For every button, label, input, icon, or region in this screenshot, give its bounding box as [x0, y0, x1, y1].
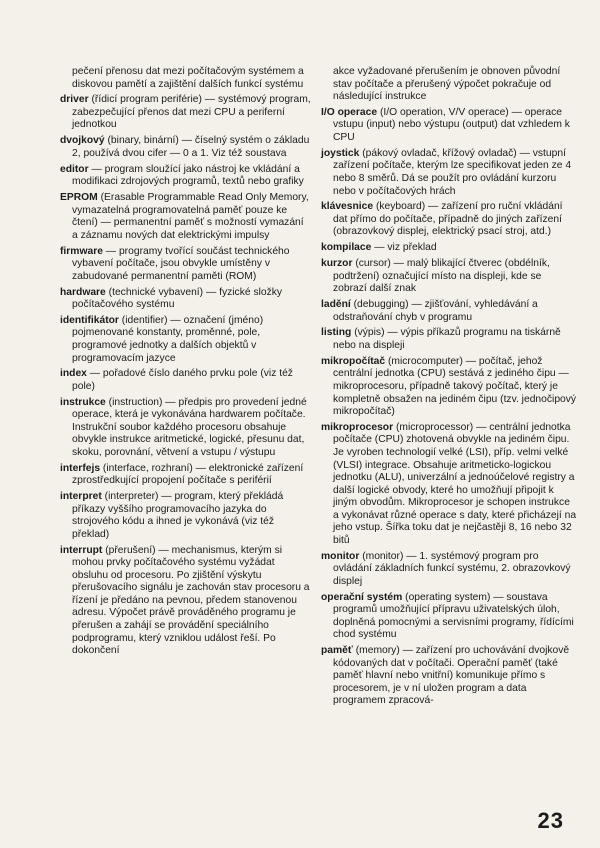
entry-term: mikropočítač	[321, 355, 386, 367]
entry-term: mikroprocesor	[321, 421, 394, 433]
entry-term: interpret	[60, 491, 102, 503]
entry-term: driver	[60, 94, 89, 106]
glossary-entry	[321, 356, 577, 419]
page-number: 23	[537, 808, 564, 833]
entry-text: (monitor) — 1. systémový program pro ovládání základních funkcí systému, 2. obrazovkový displej	[333, 550, 571, 587]
entry-term: EPROM	[60, 192, 98, 204]
entry-term: monitor	[321, 550, 360, 562]
entry-text: akce vyžadované přerušením je obnoven původní stav počítače a přerušený výpočet pokračuje od následující instrukce	[333, 66, 561, 103]
entry-term: ladění	[321, 299, 351, 311]
entry-term: I/O operace	[321, 106, 378, 118]
left-column	[60, 66, 312, 661]
glossary-entry	[60, 397, 312, 460]
entry-text: (interface, rozhraní) — elektronické zařízení zprostředkující propojení počítače s periférií	[72, 462, 304, 487]
entry-term: kompilace	[321, 242, 372, 254]
glossary-entry	[60, 66, 312, 91]
entry-term: editor	[60, 163, 89, 175]
glossary-entry	[321, 107, 577, 145]
glossary-entry	[321, 327, 577, 352]
glossary-entry	[321, 422, 577, 547]
entry-text: (memory) — zařízení pro uchovávání dvojkově kódovaných dat v počítači. Operační paměť (také paměť hlavní nebo vnitřní) komunikuje přímo s procesorem, je v ní uložen program a data programem zpracová-	[333, 645, 570, 707]
entry-text: (pákový ovladač, křížový ovladač) — vstupní zařízení počítače, kterým lze specifikovat jeden ze 4 nebo 8 směrů. Dá se použít pro ovládání kurzoru nebo v počítačových hrách	[333, 147, 572, 197]
glossary-entry	[60, 315, 312, 365]
glossary-entry	[60, 491, 312, 541]
glossary-entry	[321, 258, 577, 296]
glossary-entry	[60, 164, 312, 189]
glossary-entry	[321, 66, 577, 104]
glossary-entry	[60, 368, 312, 393]
glossary-entry	[321, 242, 577, 255]
entry-text: (microcomputer) — počítač, jehož centrální jednotka (CPU) sestává z jediného čipu — mikroprocesoru, případně takový počítač, který je kompletně obsažen na jediném čipu (tzv. jednočipový mikropočítač)	[333, 355, 577, 418]
entry-term: klávesnice	[321, 201, 374, 213]
entry-term: joystick	[321, 147, 360, 159]
entry-term: interrupt	[60, 544, 103, 556]
entry-term: instrukce	[60, 396, 106, 408]
entry-text: (operating system) — soustava programů umožňující přípravu uživatelských úloh, doplněná pomocnými a servisními programy, řídícími chod systému	[333, 591, 574, 641]
glossary-entry	[321, 551, 577, 589]
entry-term: firmware	[60, 245, 103, 257]
glossary-entry	[321, 201, 577, 239]
entry-term: operační systém	[321, 591, 403, 603]
entry-term: listing	[321, 327, 352, 339]
entry-term: dvojkový	[60, 135, 105, 147]
glossary-entry	[321, 645, 577, 708]
entry-text: (cursor) — malý blikající čtverec (obdélník, podtržení) označující místo na displeji, kde se zobrazí další znak	[333, 258, 550, 295]
glossary-entry	[60, 463, 312, 488]
entry-text: (instruction) — předpis pro provedení jedné operace, která je vykonávána hardwarem počítače. Instrukční soubor každého procesoru obsahuje obvykle instrukce aritmetické, logické, přesunu dat, skoku, porovnání, větvení a vstupu / výstupu	[72, 396, 307, 458]
right-column	[321, 66, 577, 711]
entry-term: index	[60, 368, 87, 380]
entry-text: (identifier) — označení (jméno) pojmenované konstanty, proměnné, pole, programové jednotky a dalších objektů v programovacím jazyce	[72, 314, 264, 364]
entry-text: (microprocessor) — centrální jednotka počítače (CPU) zhotovená obvykle na jediném čipu. Je vyroben technologií velké (LSI), příp. velmi velké (VLSI) integrace. Obsahuje aritmeticko-logickou jednotku (ALU), univerzální a jednoúčelové registry a další logické obvody, které ho umožňují připojit k jiným obvodům. Mikroprocesor je schopen instrukce a vykonávat různé operace s daty, které přicházejí na jeho vstup. Šířka toku dat je nejčastěji 8, 16 nebo 32 bitů	[333, 421, 577, 546]
glossary-entry	[60, 135, 312, 160]
glossary-entry	[60, 94, 312, 132]
glossary-entry	[60, 287, 312, 312]
entry-text: (přerušení) — mechanismus, kterým si mohou prvky počítačového systému vyžádat obsluhu od procesoru. Po zjištění výskytu přerušovacího signálu je zachován stav procesoru a řízení je předáno na pevnou, předem stanovenou adresu. Výpočet právě prováděného programu je přerušen a zahájí se provádění speciálního podprogramu, který vzniklou událost řeší. Po dokončení	[72, 544, 310, 657]
entry-text: pečení přenosu dat mezi počítačovým systémem a diskovou pamětí a zajištění dalších funkcí systému	[72, 66, 304, 90]
entry-text: (výpis) — výpis příkazů programu na tiskárně nebo na displeji	[333, 327, 561, 352]
glossary-entry	[321, 299, 577, 324]
entry-text: (interpreter) — program, který překládá příkazy vyššího programovacího jazyka do strojového kódu a ihned je vykonává (viz též překlad)	[72, 491, 284, 540]
entry-term: identifikátor	[60, 314, 119, 326]
entry-text: (řídicí program periférie) — systémový program, zabezpečující přenos dat mezi CPU a periferní jednotkou	[72, 94, 311, 131]
entry-term: kurzor	[321, 258, 353, 270]
glossary-entry	[60, 192, 312, 242]
entry-text: (I/O operation, V/V operace) — operace vstupu (input) nebo výstupu (output) dat vzhledem k CPU	[333, 106, 570, 144]
glossary-entry	[60, 246, 312, 284]
entry-term: hardware	[60, 286, 106, 298]
entry-text: (binary, binární) — číselný systém o základu 2, používá dvou cifer — 0 a 1. Viz též soustava	[72, 135, 310, 159]
entry-text: (technické vybavení) — fyzické složky počítačového systému	[72, 286, 283, 311]
entry-text: (keyboard) — zařízení pro ruční vkládání dat přímo do počítače, případně do jiných zařízení (obrazovkový displej, elektrický psací stroj, atd.)	[333, 201, 563, 238]
entry-text: — pořadové číslo daného prvku pole (viz též pole)	[72, 368, 293, 392]
entry-text: (debugging) — zjišťování, vyhledávání a odstraňování chyb v programu	[333, 299, 538, 323]
glossary-entry	[60, 545, 312, 658]
entry-term: paměť	[321, 645, 353, 657]
entry-text: (Erasable Programmable Read Only Memory, vymazatelná programovatelná paměť pouze ke čtení) — permanentní paměť s možností vymazání a záznamu nových dat elektrickými impulsy	[72, 192, 309, 241]
entry-text: — viz překlad	[371, 242, 437, 254]
glossary-entry	[321, 148, 577, 198]
glossary-entry	[321, 592, 577, 642]
entry-text: — program sloužící jako nástroj ke vkládání a modifikaci zdrojových programů, textů nebo grafiky	[72, 163, 304, 188]
entry-text: — programy tvořící součást technického vybavení počítače, jsou obvykle umístěny v zabudované permanentní paměti (ROM)	[72, 245, 290, 282]
entry-term: interfejs	[60, 462, 101, 474]
